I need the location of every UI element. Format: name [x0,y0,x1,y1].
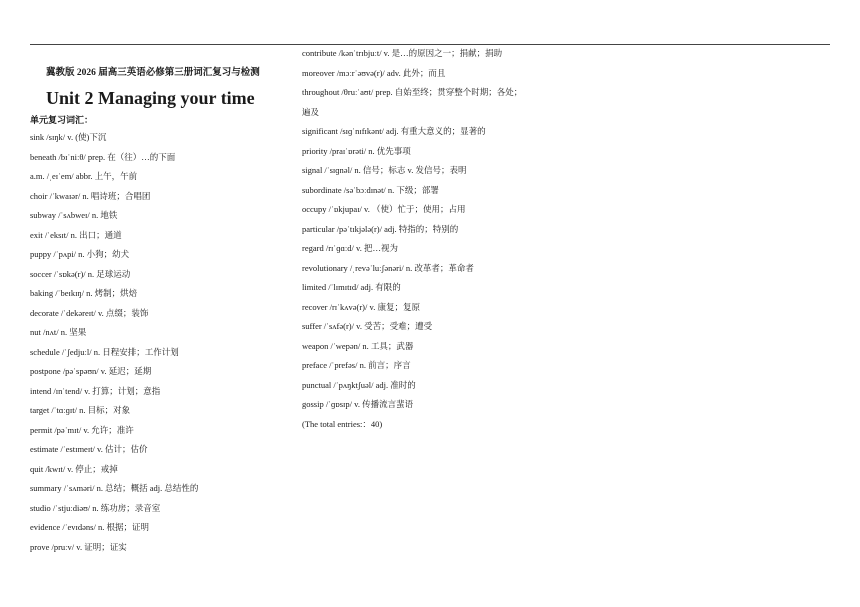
vocab-entry: estimate /ˈestɪmeɪt/ v. 估计；估价 [30,444,148,454]
vocab-entry: exit /ˈeksɪt/ n. 出口；通道 [30,229,122,240]
vocab-entry: beneath /bɪˈniːθ/ prep. 在（往）…的下面 [30,151,176,162]
vocab-entry: decorate /ˈdekəreɪt/ v. 点缀；装饰 [30,307,149,318]
vocab-entry: evidence /ˈevɪdəns/ n. 根据；证明 [30,522,149,532]
vocab-entry: limited /ˈlɪmɪtɪd/ adj. 有限的 [302,282,401,292]
vocab-entry: punctual /ˈpʌŋktʃuəl/ adj. 准时的 [302,379,416,390]
vocab-entry: particular /pəˈtɪkjələ(r)/ adj. 特指的；特别的 [302,223,459,234]
vocab-entry: priority /praɪˈɒrəti/ n. 优先事项 [302,145,411,156]
vocab-entry: revolutionary /ˌrevəˈluːʃənəri/ n. 改革者；革命者 [302,262,474,273]
vocab-entry: intend /ɪnˈtend/ v. 打算；计划；意指 [30,385,161,396]
vocab-entry: choir /ˈkwaɪər/ n. 唱诗班；合唱团 [30,190,151,201]
vocab-entry: nut /nʌt/ n. 坚果 [30,327,87,337]
vocab-entry: occupy /ˈɒkjupaɪ/ v. （使）忙于；使用；占用 [302,204,466,214]
left-column [30,64,300,557]
vocab-entry: studio /ˈstjuːdiəʊ/ n. 练功房；录音室 [30,502,161,513]
vocab-entry: baking /ˈbeɪkɪŋ/ n. 烤制；烘焙 [30,288,138,298]
vocab-entry: puppy /ˈpʌpi/ n. 小狗；幼犬 [30,249,130,259]
vocab-entry: suffer /ˈsʌfə(r)/ v. 受苦；受难；遭受 [302,321,433,331]
total-entries: (The total entries:：40) [302,418,383,429]
vocab-entry: signal /ˈsɪɡnəl/ n. 信号；标志 v. 发信号；表明 [302,165,467,175]
document-subtitle: 冀教版 2026 届高三英语必修第三册词汇复习与检测 [46,68,260,78]
vocab-entry: soccer /ˈsɒkə(r)/ n. 足球运动 [30,268,131,279]
vocab-entry: summary /ˈsʌməri/ n. 总结；概括 adj. 总结性的 [30,483,199,493]
vocab-entry: subway /ˈsʌbweɪ/ n. 地铁 [30,210,118,220]
vocab-entry: quit /kwɪt/ v. 停止；戒掉 [30,463,118,474]
section-title: 单元复习词汇： [30,115,94,125]
right-column [302,44,602,434]
vocab-entry: throughout /θruːˈaʊt/ prep. 自始至终；贯穿整个时期；各处； [302,87,523,97]
vocab-entry-continuation: 遍及 [302,106,320,117]
vocab-entry: prove /pruːv/ v. 证明；证实 [30,541,127,552]
vocab-entry: contribute /kənˈtrɪbjuːt/ v. 是…的原因之一；捐献；捐助 [302,48,503,58]
unit-title: Unit 2 Managing your time [46,88,255,108]
left-vocab-list [30,128,300,557]
vocab-entry: moreover /mɔːrˈəʊvə(r)/ adv. 此外；而且 [302,67,446,78]
vocab-entry: subordinate /səˈbɔːdɪnət/ n. 下级；部署 [302,184,439,195]
vocab-entry: regard /rɪˈɡɑːd/ v. 把…视为 [302,243,398,253]
vocab-entry: permit /pəˈmɪt/ v. 允许；准许 [30,424,134,435]
vocab-entry: preface /ˈprefəs/ n. 前言；序言 [302,360,411,370]
vocab-entry: weapon /ˈwepən/ n. 工具；武器 [302,340,414,351]
right-vocab-list [302,44,602,415]
vocab-entry: schedule /ˈʃedjuːl/ n. 日程安排；工作计划 [30,346,179,357]
vocab-entry: gossip /ˈɡɒsɪp/ v. 传播流言蜚语 [302,399,414,409]
vocab-entry: recover /rɪˈkʌvə(r)/ v. 康复；复原 [302,301,420,312]
vocab-entry: postpone /pəˈspəʊn/ v. 延迟；延期 [30,366,152,376]
vocab-entry: a.m. /ˌeɪˈem/ abbr. 上午，午前 [30,171,138,181]
vocab-entry: sink /sɪŋk/ v. (使)下沉 [30,132,107,142]
vocab-entry: target /ˈtɑːɡɪt/ n. 目标；对象 [30,405,131,415]
vocab-entry: significant /sɪɡˈnɪfɪkənt/ adj. 有重大意义的；显著的 [302,126,486,136]
